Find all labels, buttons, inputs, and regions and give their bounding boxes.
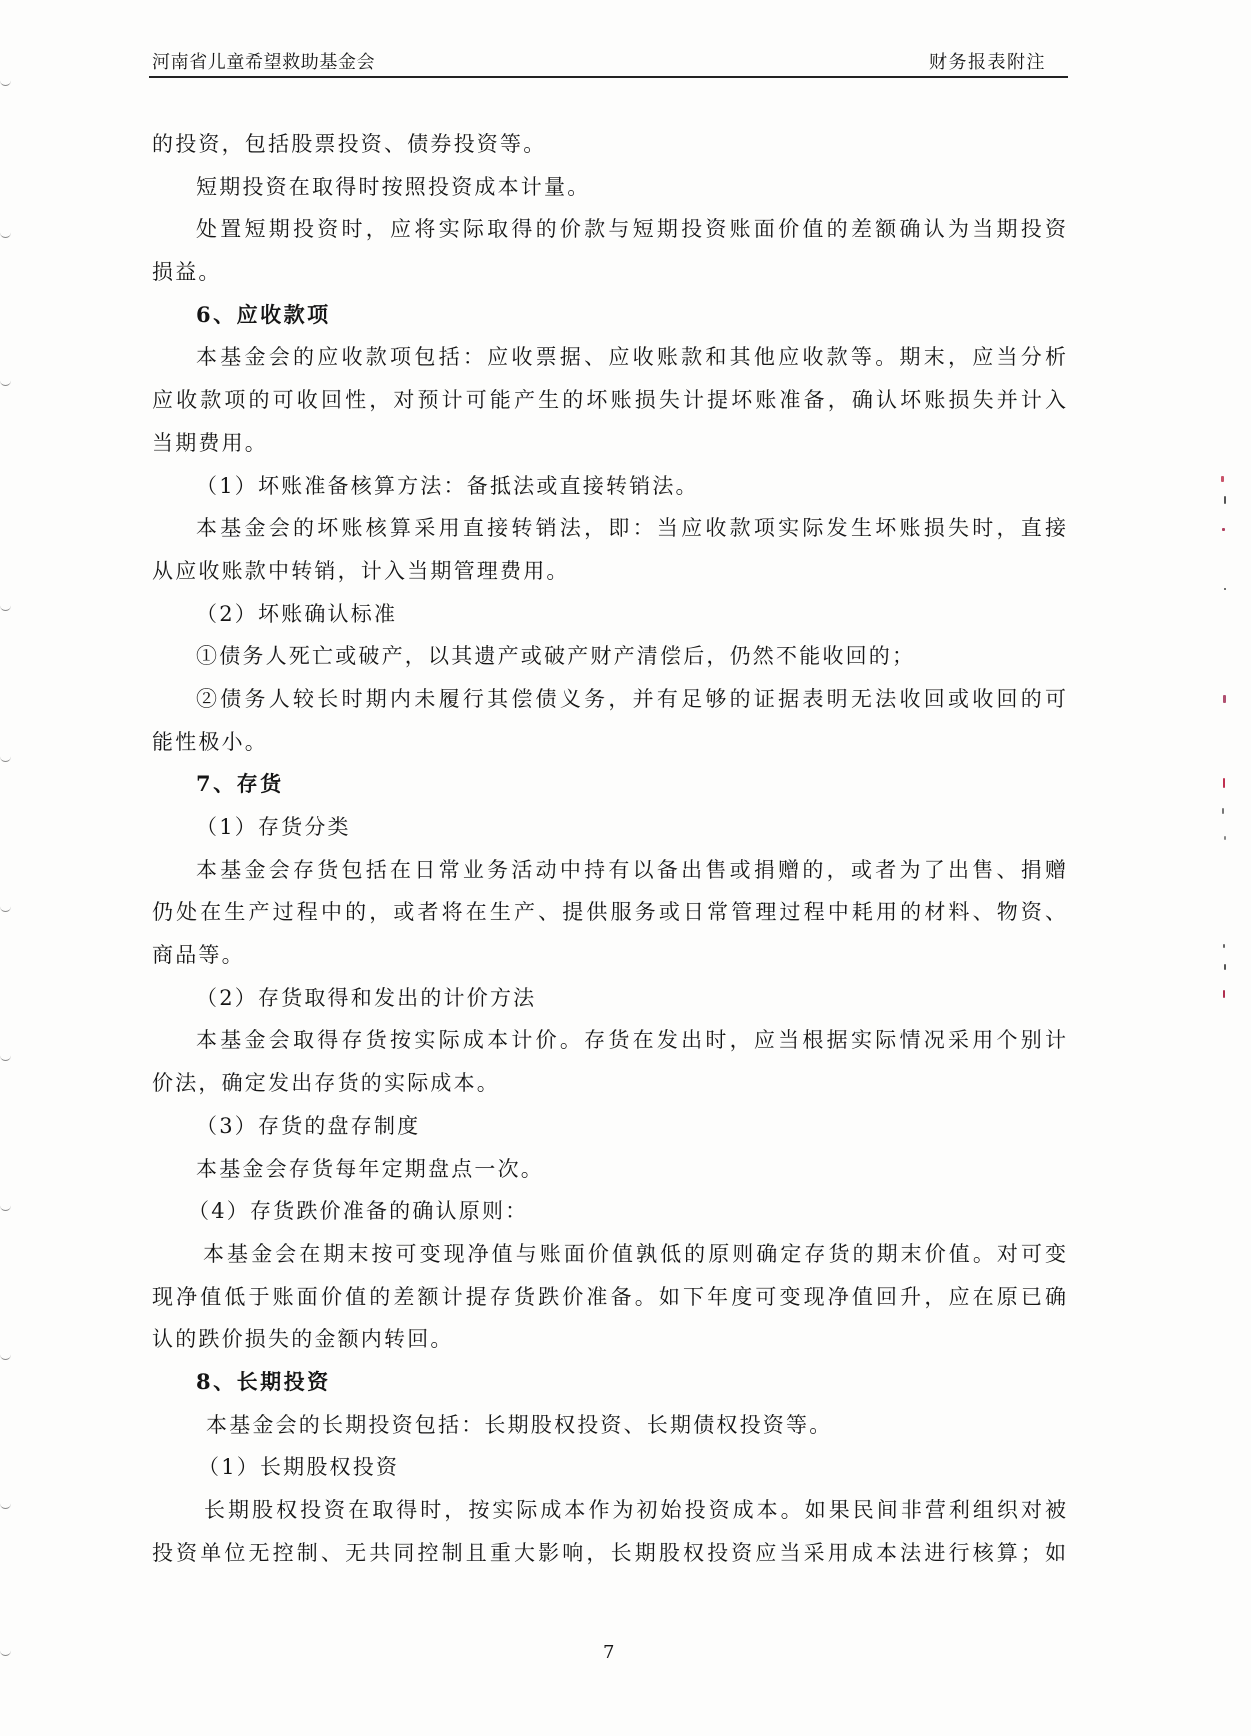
paragraph-line: 仍处在生产过程中的，或者将在生产、提供服务或日常管理过程中耗用的材料、物资、 [152, 900, 1066, 925]
paragraph-line: 现净值低于账面价值的差额计提存货跌价准备。如下年度可变现净值回升，应在原已确 [152, 1284, 1066, 1309]
heading-receivables: 6、应收款项 [196, 301, 331, 327]
scan-artifact [0, 756, 11, 762]
scan-artifact [1223, 990, 1225, 998]
paragraph-line: 商品等。 [152, 943, 245, 968]
subheading-inventory-impairment: （4）存货跌价准备的确认原则： [188, 1199, 529, 1224]
scan-artifact [1224, 496, 1226, 504]
paragraph-line: 本基金会在期末按可变现净值与账面价值孰低的原则确定存货的期末价值。对可变 [203, 1241, 1066, 1266]
scan-artifact [0, 1503, 11, 1509]
scan-artifact [1221, 476, 1224, 482]
subheading-inventory-count-system: （3）存货的盘存制度 [196, 1113, 421, 1138]
paragraph-line: 投资单位无控制、无共同控制且重大影响，长期股权投资应当采用成本法进行核算；如 [152, 1540, 1066, 1565]
page-number: 7 [603, 1642, 615, 1663]
header-organization: 河南省儿童希望救助基金会 [152, 52, 376, 73]
paragraph-line: 从应收账款中转销，计入当期管理费用。 [152, 558, 570, 583]
subheading-inventory-classification: （1）存货分类 [196, 815, 351, 839]
list-item: ①债务人死亡或破产，以其遗产或破产财产清偿后，仍然不能收回的； [196, 644, 916, 669]
paragraph-line: 当期费用。 [152, 430, 268, 455]
scan-artifact [1224, 588, 1226, 590]
scan-artifact [0, 1055, 11, 1061]
scan-artifact [1223, 778, 1225, 788]
scan-artifact [1223, 695, 1226, 703]
paragraph-line: 价法，确定发出存货的实际成本。 [152, 1071, 500, 1096]
paragraph-line: 本基金会的坏账核算采用直接转销法，即：当应收款项实际发生坏账损失时，直接 [196, 516, 1066, 541]
subheading-long-term-equity-investment: （1）长期股权投资 [198, 1455, 400, 1480]
paragraph-line: 本基金会的长期投资包括：长期股权投资、长期债权投资等。 [206, 1412, 833, 1437]
scan-artifact [0, 1354, 11, 1360]
paragraph-line: 长期股权投资在取得时，按实际成本作为初始投资成本。如果民间非营利组织对被 [204, 1498, 1066, 1522]
scan-artifact [0, 1650, 11, 1656]
subheading-bad-debt-method: （1）坏账准备核算方法：备抵法或直接转销法。 [196, 473, 699, 498]
scan-artifact [0, 1205, 11, 1211]
paragraph-line: 应收款项的可收回性，对预计可能产生的坏账损失计提坏账准备，确认坏账损失并计入 [152, 388, 1066, 413]
scan-artifact [0, 605, 11, 611]
paragraph-line: 本基金会存货每年定期盘点一次。 [196, 1156, 544, 1181]
paragraph-line: 本基金会的应收款项包括：应收票据、应收账款和其他应收款等。期末，应当分析 [196, 345, 1066, 370]
paragraph-line: 短期投资在取得时按照投资成本计量。 [196, 174, 591, 199]
paragraph-line: 的投资，包括股票投资、债券投资等。 [152, 132, 547, 156]
paragraph-line: 损益。 [152, 260, 222, 285]
header-section-title: 财务报表附注 [929, 52, 1046, 73]
scan-artifact [1224, 836, 1226, 840]
scan-artifact [1223, 944, 1225, 948]
header-rule [149, 76, 1068, 78]
heading-inventory: 7、存货 [196, 771, 284, 797]
scan-artifact [0, 80, 11, 86]
scan-artifact [0, 906, 11, 912]
subheading-bad-debt-criteria: （2）坏账确认标准 [196, 601, 398, 626]
paragraph-line: 处置短期投资时，应将实际取得的价款与短期投资账面价值的差额确认为当期投资 [196, 217, 1066, 242]
list-item: ②债务人较长时期内未履行其偿债义务，并有足够的证据表明无法收回或收回的可 [196, 686, 1066, 711]
paragraph-line: 本基金会存货包括在日常业务活动中持有以备出售或捐赠的，或者为了出售、捐赠 [196, 857, 1066, 882]
paragraph-line: 认的跌价损失的金额内转回。 [152, 1327, 454, 1352]
document-body [152, 123, 1066, 1574]
scan-artifact [0, 232, 11, 238]
paragraph-line: 本基金会取得存货按实际成本计价。存货在发出时，应当根据实际情况采用个别计 [196, 1028, 1066, 1053]
scan-artifact [0, 380, 11, 386]
scan-artifact [1222, 808, 1224, 814]
subheading-inventory-valuation: （2）存货取得和发出的计价方法 [196, 985, 537, 1010]
paragraph-line: 能性极小。 [152, 729, 268, 754]
heading-long-term-investment: 8、长期投资 [196, 1368, 331, 1394]
scan-artifact [1222, 528, 1225, 531]
scan-artifact [1224, 964, 1226, 970]
